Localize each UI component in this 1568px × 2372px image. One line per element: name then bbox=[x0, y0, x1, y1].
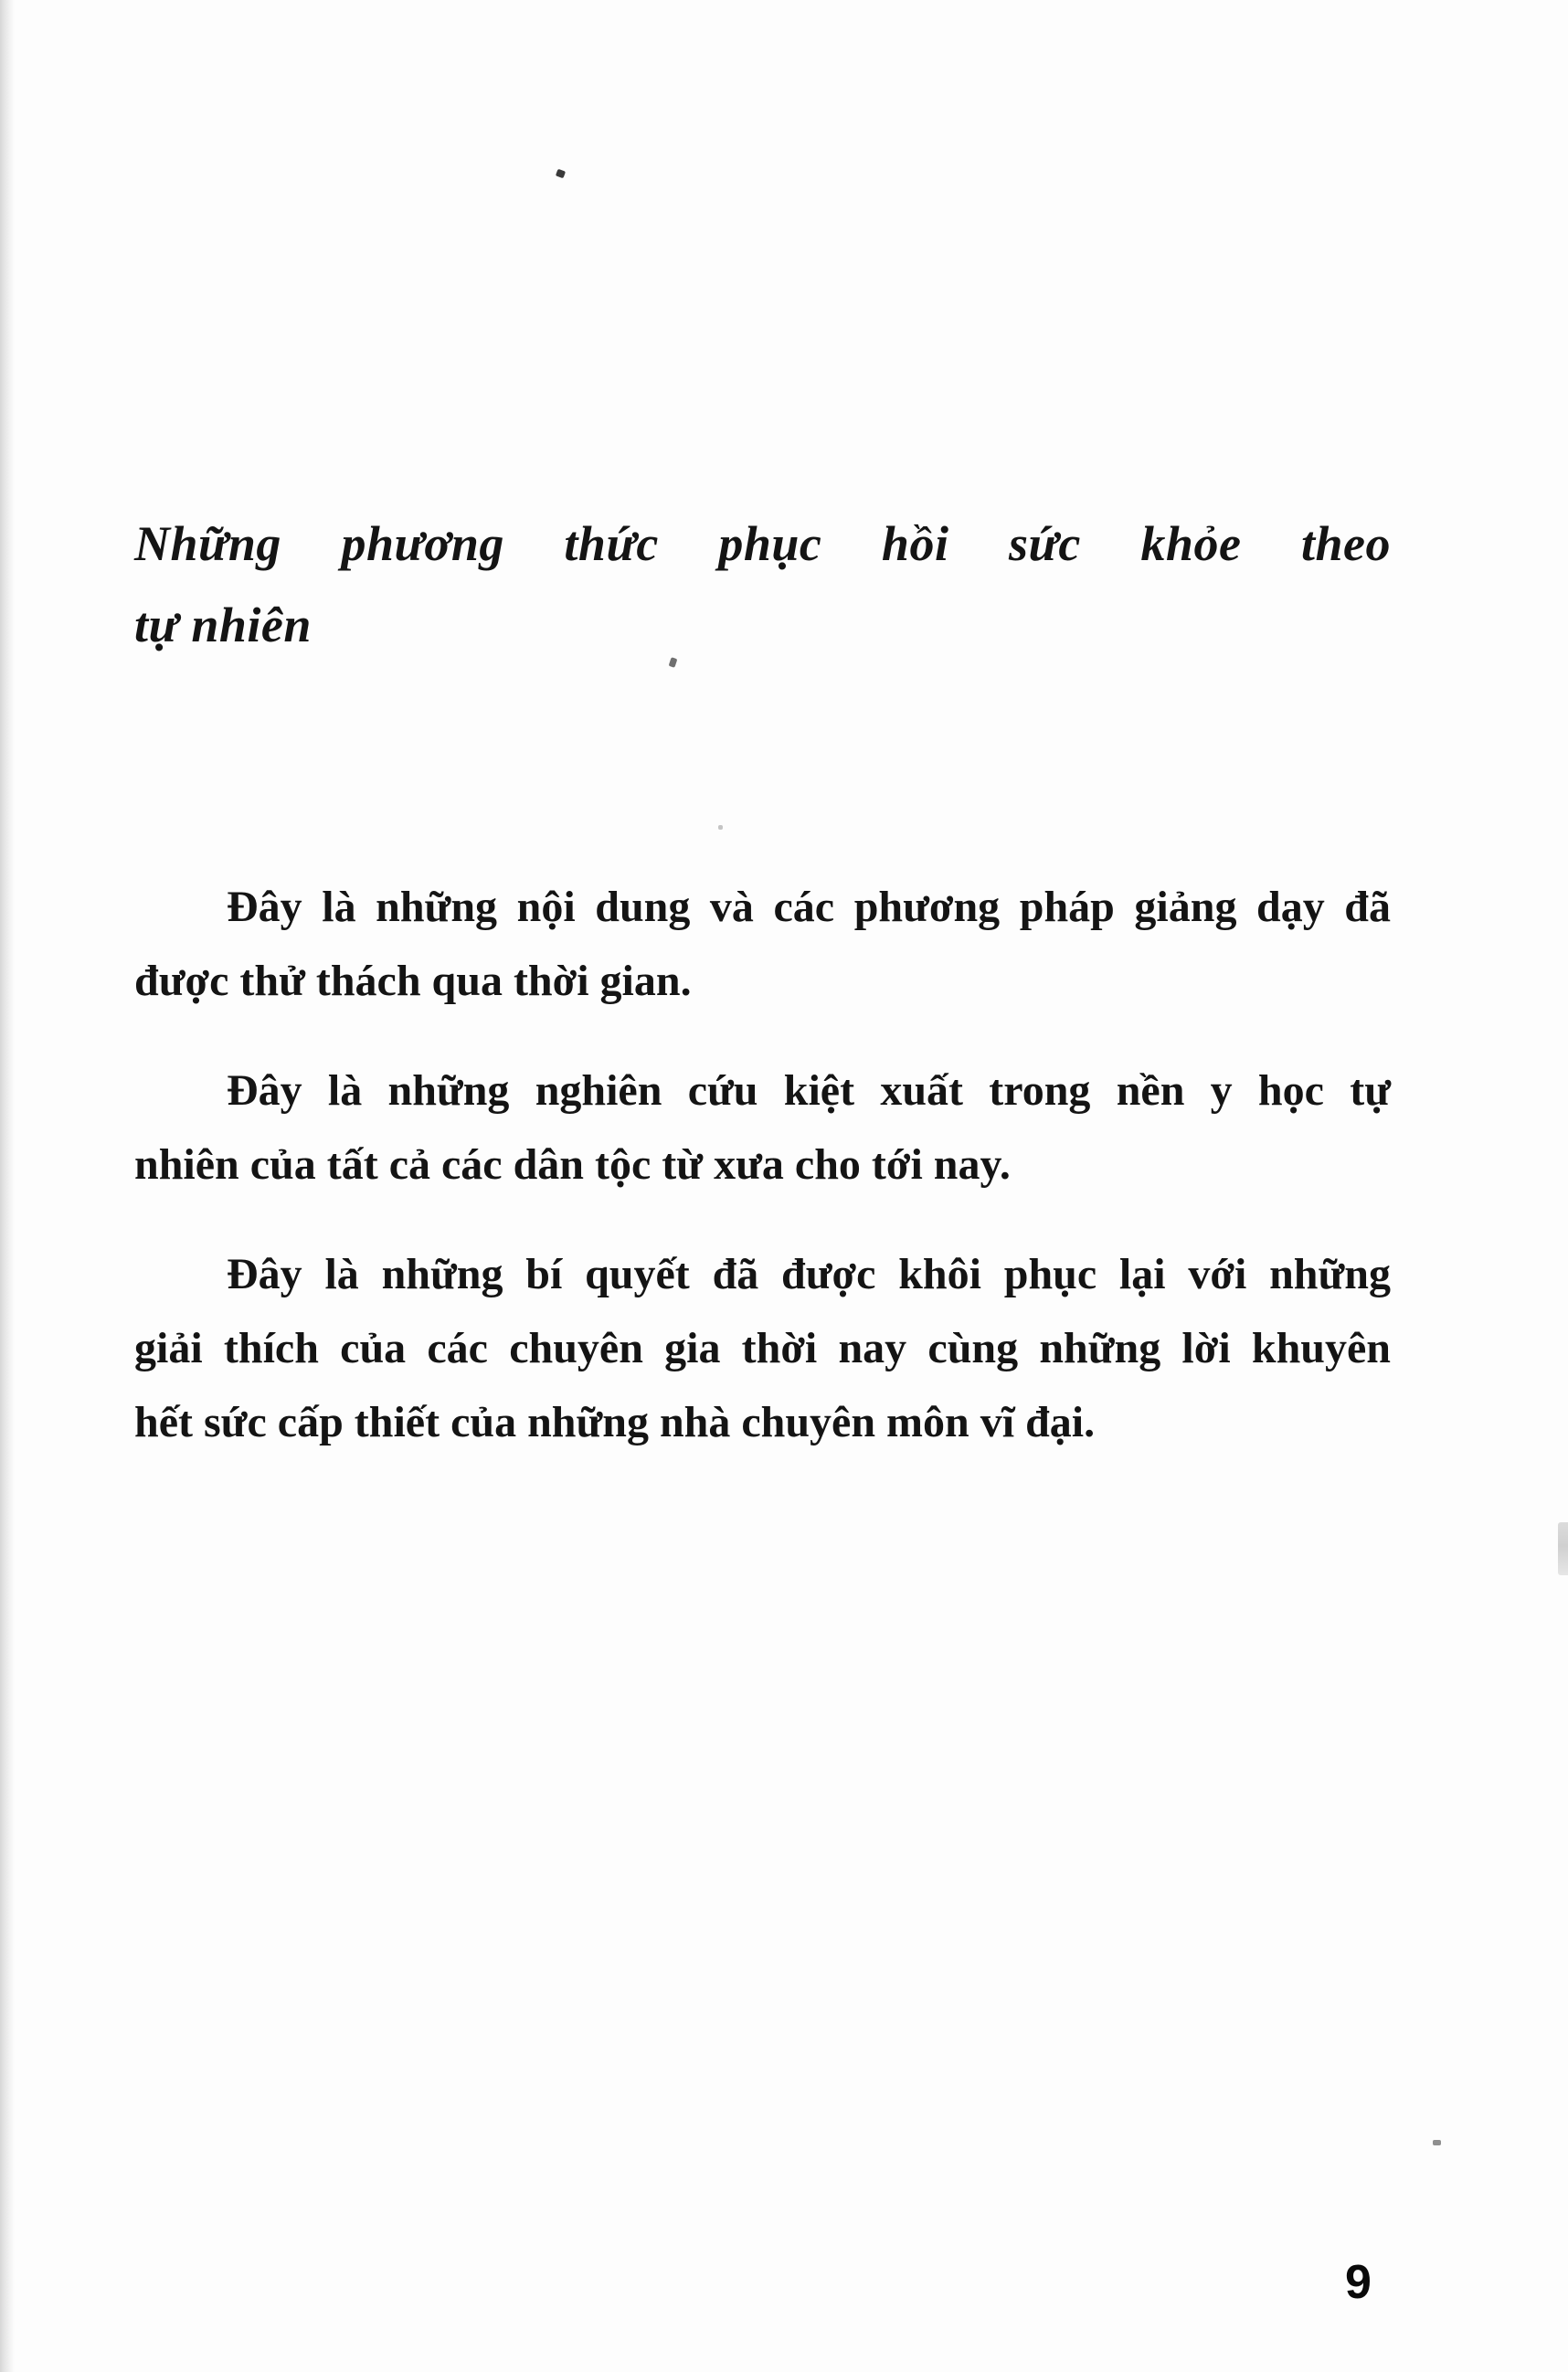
paragraph-2 bbox=[134, 1054, 1391, 1202]
body-text bbox=[134, 870, 1391, 1459]
paragraph-line: Đây là những nghiên cứu kiệt xuất trong nền y học tự bbox=[227, 1066, 1391, 1115]
title-line-2: tự nhiên bbox=[134, 598, 312, 652]
paragraph-line: Đây là những nội dung và các phương pháp giảng dạy đã bbox=[227, 883, 1391, 931]
page-title bbox=[134, 503, 1391, 666]
page-number: 9 bbox=[1345, 2256, 1372, 2309]
page-content bbox=[134, 0, 1391, 1495]
paragraph-line: Đây là những bí quyết đã được khôi phục lại với những bbox=[227, 1250, 1391, 1298]
scan-speck bbox=[1433, 2140, 1441, 2145]
paragraph-3 bbox=[134, 1237, 1391, 1459]
scan-speck bbox=[718, 825, 723, 830]
paragraph-line: hết sức cấp thiết của những nhà chuyên môn vĩ đại. bbox=[134, 1398, 1096, 1446]
title-line-1: Những phương thức phục hồi sức khỏe theo bbox=[134, 516, 1391, 571]
scan-edge-band bbox=[0, 0, 15, 2372]
paragraph-1 bbox=[134, 870, 1391, 1018]
scan-smudge bbox=[1558, 1522, 1568, 1575]
paragraph-line: được thử thách qua thời gian. bbox=[134, 957, 692, 1005]
paragraph-line: nhiên của tất cả các dân tộc từ xưa cho tới nay. bbox=[134, 1140, 1011, 1189]
paragraph-line: giải thích của các chuyên gia thời nay cùng những lời khuyên bbox=[134, 1324, 1391, 1372]
